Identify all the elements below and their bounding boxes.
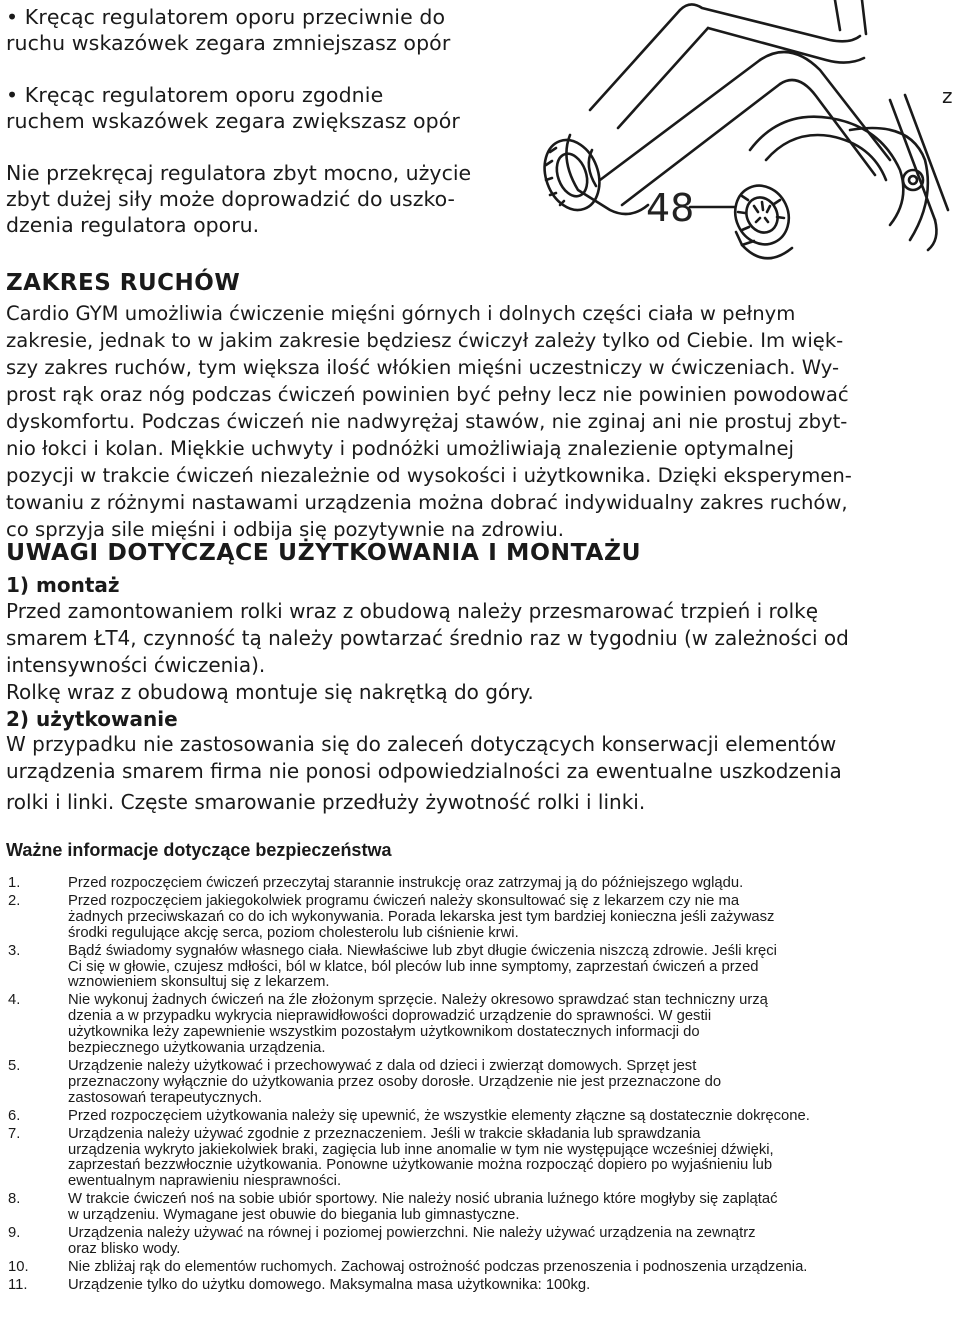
assembly-line: smarem ŁT4, czynność tą należy powtarzać średnio raz w tygodniu (w zależności od [6, 626, 849, 650]
safety-item-line: W trakcie ćwiczeń noś na sobie ubiór sportowy. Nie należy nosić ubrania luźnego które mogłyby się zaplątać [68, 1191, 778, 1208]
safety-item-line: Urządzenia należy używać na równej i poziomej powierzchni. Nie należy używać urządzenia na zewnątrz [68, 1225, 756, 1242]
safety-item-line: Przed rozpoczęciem jakiegokolwiek programu ćwiczeń należy skonsultować się z lekarzem czy nie ma [68, 892, 740, 909]
assembly-line: intensywności ćwiczenia). [6, 653, 266, 677]
range-line: dyskomfortu. Podczas ćwiczeń nie nadwyrężaj stawów, nie zginaj ani nie prostuj zbyt- [6, 410, 848, 433]
safety-item-line: Urządzenie należy użytkować i przechowywać z dala od dzieci i zwierząt domowych. Sprzęt jest [68, 1057, 697, 1074]
safety-item-number: 4. [8, 992, 21, 1009]
safety-item-line: Nie zbliżaj rąk do elementów ruchomych. Zachowaj ostrożność podczas przenoszenia i podnoszenia urządzenia. [68, 1258, 808, 1275]
safety-item-line: urządzenia wykryto jakiekolwiek braki, zagięcia lub inne anomalie w tym nie występujące wcześniej dźwięki, [68, 1141, 774, 1158]
range-heading: ZAKRES RUCHÓW [6, 270, 241, 296]
safety-item [0, 1059, 960, 1107]
range-line: towaniu z różnymi nastawami urządzenia można dobrać indywidualny zakres ruchów, [6, 491, 848, 514]
safety-item [0, 1260, 960, 1276]
range-line: nio łokci i kolan. Miękkie uchwyty i podnóżki umożliwiają znalezienie optymalnej [6, 437, 794, 460]
resistance-bullets [6, 4, 526, 160]
safety-item-number: 10. [8, 1258, 29, 1275]
safety-item [0, 993, 960, 1057]
safety-item-line: środki regulujące akcję serca, poziom cholesterolu lub ciśnienie krwi. [68, 924, 519, 941]
safety-item-line: Nie wykonuj żadnych ćwiczeń na źle złożonym sprzęcie. Należy okresowo sprawdzać stan techniczny urzą [68, 992, 768, 1009]
safety-item-line: oraz blisko wody. [68, 1240, 181, 1257]
assembly-paragraph [6, 598, 958, 706]
safety-item-number: 6. [8, 1107, 21, 1124]
safety-item-number: 9. [8, 1225, 21, 1242]
bullet-line: ruchu wskazówek zegara zmniejszasz opór [6, 31, 451, 55]
safety-item-line: Ci się w głowie, czujesz mdłości, ból w klatce, ból pleców lub inne symptomy, zaprzestań ćwiczeń a przed [68, 958, 759, 975]
usage-line: rolki i linki. Częste smarowanie przedłuży żywotność rolki i linki. [6, 790, 646, 814]
safety-item-line: dzenia a w przypadku wykrycia nieprawidłowości doprowadzić urządzenie do sprawności. W gestii [68, 1008, 712, 1025]
safety-item [0, 894, 960, 942]
safety-item [0, 1226, 960, 1258]
range-line: szy zakres ruchów, tym większa ilość włókien mięśni uczestniczy w ćwiczeniach. Wy- [6, 356, 840, 379]
bullet-decrease [6, 4, 526, 56]
safety-item-number: 11. [8, 1276, 28, 1293]
safety-item [0, 1278, 960, 1294]
overtighten-warning [6, 160, 566, 238]
range-paragraph [6, 300, 956, 543]
safety-item [0, 1109, 960, 1125]
usage-paragraph [6, 731, 958, 816]
safety-item-line: ewentualnym naprawieniu niesprawności. [68, 1173, 342, 1190]
safety-item-number: 1. [8, 875, 21, 891]
warning-line: Nie przekręcaj regulatora zbyt mocno, użycie [6, 161, 472, 185]
warning-line: zbyt dużej siły może doprowadzić do uszko- [6, 187, 455, 211]
safety-item-number: 2. [8, 892, 21, 909]
safety-item-line: zastosowań terapeutycznych. [68, 1089, 263, 1106]
usage-heading: 2) użytkowanie [6, 707, 178, 731]
safety-item-number: 7. [8, 1125, 21, 1142]
safety-item-line: Urządzenie tylko do użytku domowego. Maksymalna masa użytkownika: 100kg. [68, 1276, 591, 1293]
safety-item-line: Przed rozpoczęciem ćwiczeń przeczytaj starannie instrukcję oraz zatrzymaj ją do późniejszego wglądu. [68, 875, 744, 891]
corner-mark: z [942, 84, 953, 108]
notes-heading: UWAGI DOTYCZĄCE UŻYTKOWANIA I MONTAŻU [6, 538, 642, 566]
safety-item-line: Przed rozpoczęciem użytkowania należy się upewnić, że wszystkie elementy złączne są dostatecznie dokręcone. [68, 1107, 810, 1124]
safety-item-line: Urządzenia należy używać zgodnie z przeznaczeniem. Jeśli w trakcie składania lub sprawdzania [68, 1125, 701, 1142]
safety-item-number: 8. [8, 1191, 21, 1208]
usage-line: W przypadku nie zastosowania się do zaleceń dotyczących konserwacji elementów [6, 732, 837, 756]
safety-item [0, 1127, 960, 1191]
safety-item-line: użytkownika leży zapewnienie wszystkim pozostałym użytkownikom dostatecznych informacji do [68, 1024, 700, 1041]
safety-item-line: bezpiecznego użytkowania urządzenia. [68, 1040, 326, 1057]
safety-item [0, 876, 960, 892]
safety-item-line: przeznaczony wyłącznie do użytkowania przez osoby dorosłe. Urządzenie nie jest przeznaczone do [68, 1073, 722, 1090]
range-line: pozycji w trakcie ćwiczeń niezależnie od wysokości i użytkownika. Dzięki eksperymen- [6, 464, 852, 487]
bullet-increase [6, 82, 526, 134]
safety-item-line: zaprzestań bezzwłocznie użytkowania. Ponowne użytkowanie można rozpocząć dopiero po wyjaśnieniu lub [68, 1157, 773, 1174]
safety-heading: Ważne informacje dotyczące bezpieczeństwa [6, 840, 392, 860]
safety-item-line: Bądź świadomy sygnałów własnego ciała. Niewłaściwe lub zbyt długie ćwiczenia niszczą zdrowie. Jeśli kręci [68, 942, 777, 959]
figure-number: 48 [646, 186, 695, 230]
resistance-knob-illustration [530, 0, 960, 280]
range-line: prost rąk oraz nóg podczas ćwiczeń powinien być pełny lecz nie powinien powodować [6, 383, 849, 406]
safety-list [0, 876, 960, 1296]
safety-item [0, 944, 960, 992]
bullet-line: • Kręcąc regulatorem oporu przeciwnie do [6, 5, 446, 29]
safety-item-number: 3. [8, 942, 21, 959]
safety-item-number: 5. [8, 1057, 21, 1074]
safety-item-line: w urządzeniu. Wymagane jest obuwie do biegania lub gimnastyczne. [68, 1207, 520, 1224]
safety-item [0, 1192, 960, 1224]
bullet-line: ruchem wskazówek zegara zwiększasz opór [6, 109, 460, 133]
assembly-line: Przed zamontowaniem rolki wraz z obudową należy przesmarować trzpień i rolkę [6, 599, 819, 623]
bullet-line: • Kręcąc regulatorem oporu zgodnie [6, 83, 384, 107]
safety-item-line: żadnych przeciwskazań co do ich wykonywania. Porada lekarska jest tym bardziej konieczna jeśli zażywasz [68, 908, 775, 925]
assembly-line: Rolkę wraz z obudową montuje się nakrętką do góry. [6, 680, 534, 704]
range-line: Cardio GYM umożliwia ćwiczenie mięśni górnych i dolnych części ciała w pełnym [6, 302, 796, 325]
safety-item-line: wznowieniem skonsultuj się z lekarzem. [68, 974, 330, 991]
range-line: zakresie, jednak to w jakim zakresie będziesz ćwiczył zależy tylko od Ciebie. Im więk- [6, 329, 844, 352]
warning-line: dzenia regulatora oporu. [6, 213, 260, 237]
assembly-heading: 1) montaż [6, 573, 120, 597]
usage-line: urządzenia smarem firma nie ponosi odpowiedzialności za ewentualne uszkodzenia [6, 759, 842, 783]
range-line: co sprzyja sile mięśni i odbija się pozytywnie na zdrowiu. [6, 518, 564, 541]
